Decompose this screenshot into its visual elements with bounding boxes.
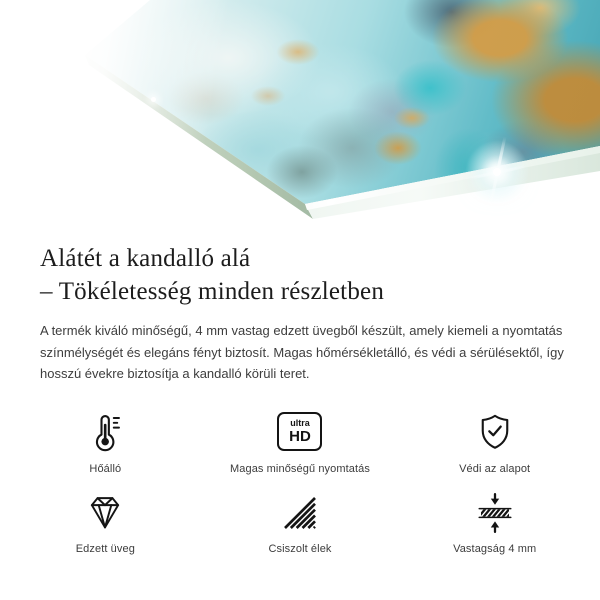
feature-ultra-hd-print: [203, 409, 398, 475]
ultra-hd-icon: [277, 409, 322, 455]
polished-edges-icon: [280, 491, 320, 535]
ultra-hd-badge-bottom: HD: [289, 428, 311, 445]
description-paragraph: [40, 320, 564, 385]
feature-thickness: [397, 491, 592, 555]
feature-grid: [8, 409, 592, 555]
feature-label: Védi az alapot: [459, 462, 531, 475]
feature-label: Csiszolt élek: [268, 542, 332, 555]
feature-label: Vastagság 4 mm: [453, 542, 537, 555]
thickness-compress-icon: [474, 491, 516, 535]
feature-label: Edzett üveg: [75, 542, 135, 555]
feature-label: Hőálló: [89, 462, 122, 475]
feature-heat-resistant: [8, 409, 203, 475]
title-line-1: Alátét a kandalló alá: [40, 245, 251, 272]
feature-label: Magas minőségű nyomtatás: [230, 462, 370, 475]
feature-protects-base: [397, 409, 592, 475]
small-sparkle-icon: [151, 97, 156, 102]
description-line: A termék kiváló minőségű, 4 mm vastag edzett üvegből készült, amely kiemeli a nyomtatás: [40, 323, 563, 338]
description-line: színmélységét és elegáns fényt biztosít. Magas hőmérsékletálló, és védi a sérülésektől, így: [40, 344, 564, 360]
description-line: hosszú évekre biztosítja a kandalló körüli teret.: [40, 366, 310, 381]
title-line-2: – Tökéletesség minden részletben: [40, 278, 385, 305]
feature-polished-edges: [203, 491, 398, 555]
product-hero-image: [0, 0, 600, 232]
diamond-icon: [84, 491, 126, 535]
ultra-hd-badge-top: ultra: [290, 418, 310, 428]
feature-tempered-glass: [8, 491, 203, 555]
page-title: [40, 242, 560, 308]
thermometer-icon: [84, 409, 126, 455]
shield-check-icon: [474, 409, 516, 455]
